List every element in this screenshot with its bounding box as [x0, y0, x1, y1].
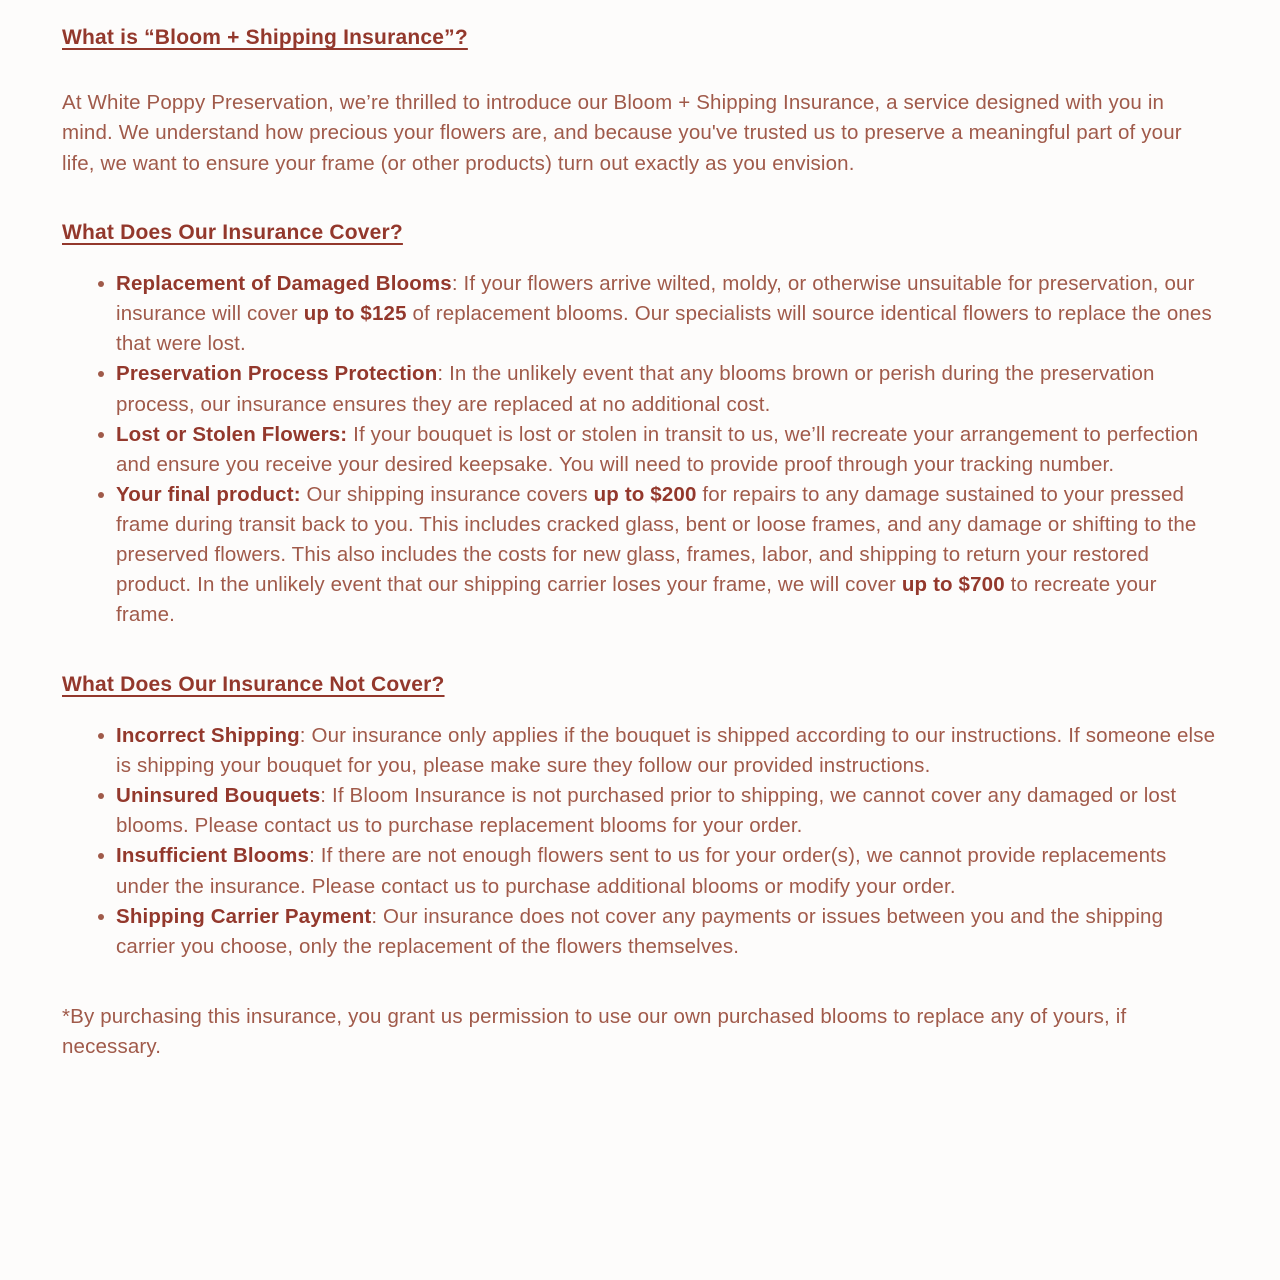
list-item-text-cont: for repairs to any damage sustained to your pressed frame during transit back to you. This includes cracked glass, bent or loose frames, and any damage or shifting to the preserved flowers. This also includes the costs for new glass, frames, labor, and shipping to return your restored product. In the unlikely event that our shipping carrier loses your frame, we will cover: [116, 482, 1197, 597]
list-item-emphasis-2: up to $700: [901, 573, 1005, 597]
insurance-covers-heading: What Does Our Insurance Cover?: [62, 220, 403, 244]
list-item-label: Your final product:: [116, 482, 301, 506]
list-item-text: : In the unlikely event that any blooms brown or perish during the preservation process, our insurance ensures they are replaced at no additional cost.: [116, 362, 1155, 416]
spacer: [62, 52, 1220, 88]
list-item-label: Shipping Carrier Payment: [116, 904, 372, 928]
list-item-label: Uninsured Bouquets: [116, 784, 321, 808]
intro-paragraph: At White Poppy Preservation, we’re thrilled to introduce our Bloom + Shipping Insurance, a service designed with you in mind. We understand how precious your flowers are, and because you've trusted us to preserve a meaningful part of your life, we want to ensure your frame (or other products) turn out exactly as you envision.: [62, 91, 1182, 175]
spacer: [62, 631, 1220, 671]
list-item-label: Preservation Process Protection: [116, 362, 438, 386]
list-item: [98, 359, 1220, 419]
list-item-text: : If there are not enough flowers sent to us for your order(s), we cannot provide replacements under the insurance. Please contact us to purchase additional blooms or modify your order.: [116, 844, 1167, 898]
list-item: [98, 781, 1220, 841]
insurance-not-covers-heading: What Does Our Insurance Not Cover?: [62, 672, 445, 696]
spacer: [62, 179, 1220, 219]
insurance-not-covers-list: [62, 721, 1220, 962]
footnote: *By purchasing this insurance, you grant us permission to use our own purchased blooms to replace any of yours, if necessary.: [62, 1004, 1127, 1059]
list-item: [98, 841, 1220, 901]
list-item: [98, 902, 1220, 962]
spacer: [62, 247, 1220, 269]
list-item-text: : Our insurance only applies if the bouquet is shipped according to our instructions. If someone else is shipping your bouquet for you, please make sure they follow our provided instructions.: [116, 723, 1216, 778]
list-item-label: Insufficient Blooms: [116, 844, 310, 868]
spacer: [62, 962, 1220, 1002]
list-item-label: Lost or Stolen Flowers:: [116, 422, 348, 446]
list-item-text: If your bouquet is lost or stolen in transit to us, we’ll recreate your arrangement to perfection and ensure you receive your desired keepsake. You will need to provide proof through your tracking number.: [116, 422, 1199, 476]
list-item: [98, 480, 1220, 631]
list-item-text: : Our insurance does not cover any payments or issues between you and the shipping carrier you choose, only the replacement of the flowers themselves.: [116, 904, 1164, 958]
insurance-covers-list: [62, 269, 1220, 631]
page-title: What is “Bloom + Shipping Insurance”?: [62, 26, 468, 49]
spacer: [62, 699, 1220, 721]
list-item-text-cont: of replacement blooms. Our specialists will source identical flowers to replace the ones that were lost.: [116, 302, 1212, 356]
list-item-emphasis: up to $200: [593, 482, 697, 506]
list-item: [98, 721, 1220, 781]
list-item-text-end: to recreate your frame.: [116, 573, 1157, 627]
list-item-label: Incorrect Shipping: [116, 723, 300, 747]
list-item-emphasis: up to $125: [303, 302, 407, 326]
list-item-text: Our shipping insurance covers: [300, 482, 594, 506]
list-item-text: : If Bloom Insurance is not purchased prior to shipping, we cannot cover any damaged or lost blooms. Please contact us to purchase replacement blooms for your order.: [116, 784, 1177, 838]
list-item-text: : If your flowers arrive wilted, moldy, or otherwise unsuitable for preservation, our insurance will cover: [116, 272, 1195, 326]
list-item: [98, 420, 1220, 480]
list-item: [98, 269, 1220, 359]
list-item-label: Replacement of Damaged Blooms: [116, 272, 452, 296]
